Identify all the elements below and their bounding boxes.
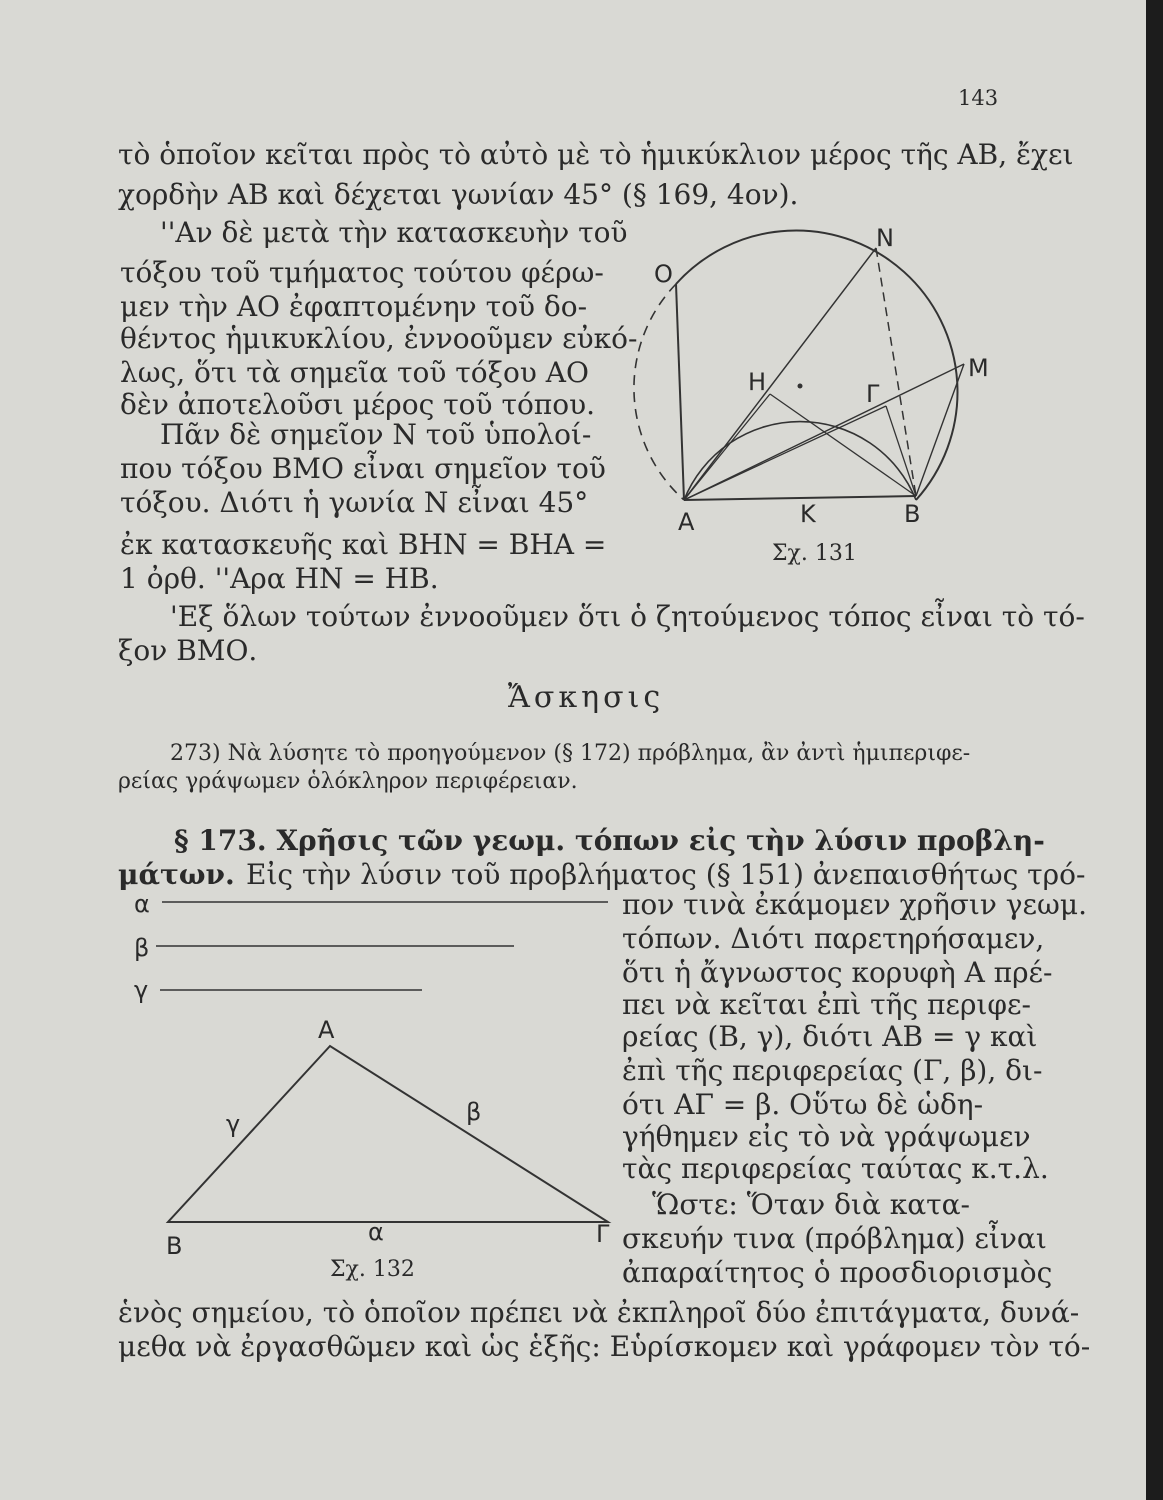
text-line: ''Αν δὲ μετὰ τὴν κατασκευὴν τοῦ (160, 216, 628, 249)
label-a: Α (678, 508, 695, 536)
vertex-label-a: Α (318, 1016, 335, 1044)
text-line: τόπων. Διότι παρετηρήσαμεν, (622, 922, 1045, 955)
section-title: § 173. Χρῆσις τῶν γεωμ. τόπων εἰς τὴν λύσιν προβλη- (174, 824, 1045, 857)
text-line: ἑνὸς σημείου, τὸ ὁποῖον πρέπει νὰ ἐκπληροῖ δύο ἐπιτάγματα, δυνά- (118, 1296, 1080, 1329)
side-label-alpha: α (368, 1218, 384, 1246)
text-line: ρείας (Β, γ), διότι ΑΒ = γ καὶ (622, 1020, 1038, 1053)
text-line: τὸ ὁποῖον κεῖται πρὸς τὸ αὐτὸ μὲ τὸ ἡμικύκλιον μέρος τῆς ΑΒ, ἔχει (118, 138, 1074, 171)
section-title-end: μάτων. (118, 858, 235, 891)
seg-label-a: α (134, 890, 150, 918)
text-line: ξον ΒΜΟ. (118, 634, 258, 667)
text-line: σκευήν τινα (πρόβλημα) εἶναι (622, 1222, 1047, 1255)
text-line: Εἰς τὴν λύσιν τοῦ προβλήματος (§ 151) ἀνεπαισθήτως τρό- (246, 858, 1086, 891)
text-line: Πᾶν δὲ σημεῖον Ν τοῦ ὑπολοί- (160, 418, 592, 451)
caption-132: Σχ. 132 (330, 1257, 415, 1282)
text-line: τὰς περιφερείας ταύτας κ.τ.λ. (622, 1152, 1049, 1185)
text-line: λως, ὅτι τὰ σημεῖα τοῦ τόξου ΑΟ (120, 356, 589, 389)
label-k: Κ (800, 500, 816, 528)
text-line: πει νὰ κεῖται ἐπὶ τῆς περιφε- (622, 988, 1031, 1021)
exercise-text: ρείας γράψωμεν ὁλόκληρον περιφέρειαν. (118, 769, 578, 794)
text-line: που τόξου ΒΜΟ εἶναι σημεῖον τοῦ (120, 452, 606, 485)
exercise-heading: Ἄσκησις (507, 680, 665, 715)
label-g: Γ (866, 380, 880, 408)
text-line: ἐπὶ τῆς περιφερείας (Γ, β), δι- (622, 1054, 1043, 1087)
text-line: 1 ὀρθ. ''Αρα ΗΝ = ΗΒ. (120, 562, 439, 595)
seg-label-b: β (134, 934, 150, 962)
label-n: Ν (876, 224, 894, 252)
exercise-text: 273) Νὰ λύσητε τὸ προηγούμενον (§ 172) πρόβλημα, ἂν ἀντὶ ἡμιπεριφε- (170, 741, 971, 766)
vertex-label-b: Β (166, 1232, 183, 1260)
label-h: Η (748, 368, 767, 396)
seg-label-c: γ (134, 976, 149, 1004)
text-line: πον τινὰ ἐκάμομεν χρῆσιν γεωμ. (622, 888, 1087, 921)
side-label-gamma: γ (226, 1110, 241, 1138)
text-line: θέντος ἡμικυκλίου, ἐννοοῦμεν εὐκό- (120, 322, 638, 355)
caption-131: Σχ. 131 (772, 541, 857, 566)
text-line: μεν τὴν ΑΟ ἐφαπτομένην τοῦ δο- (120, 290, 588, 323)
text-line: τόξου. Διότι ἡ γωνία Ν εἶναι 45° (120, 486, 589, 519)
text-line: ἀπαραίτητος ὁ προσδιορισμὸς (622, 1256, 1053, 1289)
text-line: τόξου τοῦ τμήματος τούτου φέρω- (120, 256, 604, 289)
page-number: 143 (958, 86, 999, 110)
text-line: γήθημεν εἰς τὸ νὰ γράψωμεν (622, 1120, 1031, 1153)
vertex-label-g: Γ (596, 1220, 610, 1248)
label-m: Μ (968, 354, 989, 382)
side-label-beta: β (466, 1098, 482, 1126)
text-line: μεθα νὰ ἐργασθῶμεν καὶ ὡς ἑξῆς: Εὑρίσκομεν καὶ γράφομεν τὸν τό- (118, 1330, 1091, 1363)
text-line: 'Εξ ὅλων τούτων ἐννοοῦμεν ὅτι ὁ ζητούμενος τόπος εἶναι τὸ τό- (170, 600, 1085, 633)
text-line: δὲν ἀποτελοῦσι μέρος τοῦ τόπου. (120, 388, 595, 421)
text-line: ὅτι ἡ ἄγνωστος κορυφὴ Α πρέ- (622, 956, 1053, 989)
text-line: Ὥστε: Ὅταν διὰ κατα- (652, 1188, 970, 1221)
text-line: ότι ΑΓ = β. Οὕτω δὲ ὡδη- (622, 1088, 984, 1121)
label-o: Ο (654, 260, 673, 288)
label-b: Β (904, 500, 921, 528)
text-line: ἐκ κατασκευῆς καὶ ΒΗΝ = ΒΗΑ = (120, 528, 607, 561)
text-line: χορδὴν ΑΒ καὶ δέχεται γωνίαν 45° (§ 169, 4ον). (118, 178, 799, 211)
